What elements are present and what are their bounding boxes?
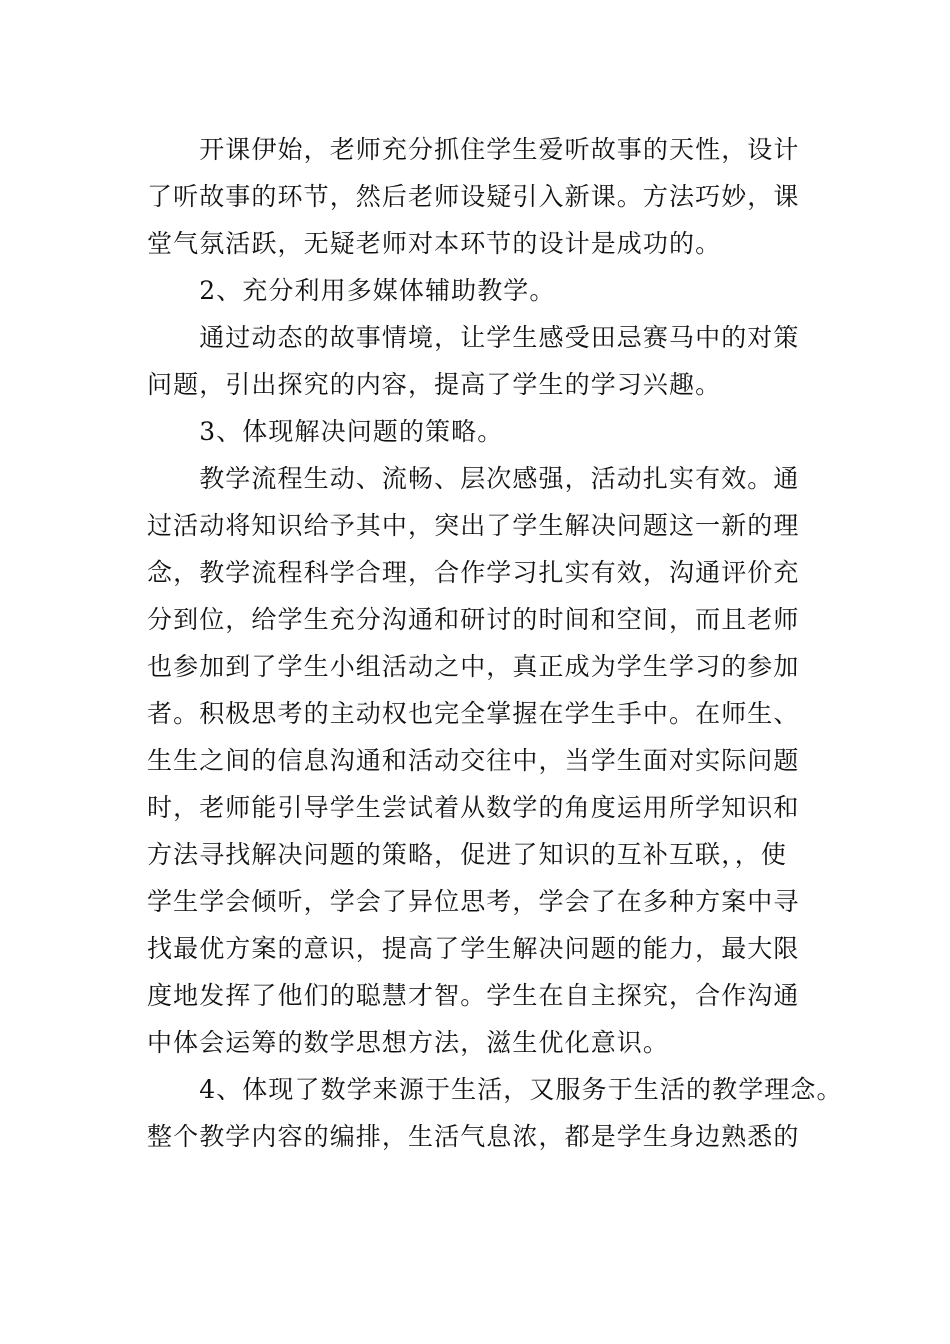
- text-line: 方法寻找解决问题的策略，促进了知识的互补互联，，使: [147, 840, 788, 869]
- text-line: 问题，引出探究的内容，提高了学生的学习兴趣。: [147, 370, 722, 399]
- text-line: 中体会运筹的数学思想方法，滋生优化意识。: [147, 1028, 670, 1057]
- text-line: 度地发挥了他们的聪慧才智。学生在自主探究，合作沟通: [147, 981, 800, 1010]
- text-line: 找最优方案的意识，提高了学生解决问题的能力，最大限: [147, 934, 800, 963]
- text-line: 开课伊始，老师充分抓住学生爱听故事的天性，设计: [147, 135, 800, 164]
- section-heading: 2、充分利用多媒体辅助教学。: [147, 276, 556, 305]
- text-line: 教学流程生动、流畅、层次感强，活动扎实有效。通: [147, 464, 800, 493]
- text-line: 了听故事的环节，然后老师设疑引入新课。方法巧妙，课: [147, 182, 800, 211]
- text-line: 通过动态的故事情境，让学生感受田忌赛马中的对策: [147, 323, 800, 352]
- text-line: 念，教学流程科学合理，合作学习扎实有效，沟通评价充: [147, 558, 800, 587]
- text-line: 整个教学内容的编排，生活气息浓，都是学生身边熟悉的: [147, 1122, 800, 1151]
- text-line: 学生学会倾听，学会了异位思考，学会了在多种方案中寻: [147, 887, 800, 916]
- document-body: [147, 126, 843, 1160]
- text-line: 者。积极思考的主动权也完全掌握在学生手中。在师生、: [147, 699, 800, 728]
- text-line: 生生之间的信息沟通和活动交往中，当学生面对实际问题: [147, 746, 800, 775]
- section-heading: 3、体现解决问题的策略。: [147, 417, 504, 446]
- text-line: 也参加到了学生小组活动之中，真正成为学生学习的参加: [147, 652, 800, 681]
- text-line: 过活动将知识给予其中，突出了学生解决问题这一新的理: [147, 511, 800, 540]
- text-line: 分到位，给学生充分沟通和研讨的时间和空间，而且老师: [147, 605, 800, 634]
- text-line: 堂气氛活跃，无疑老师对本环节的设计是成功的。: [147, 229, 722, 258]
- section-heading: 4、体现了数学来源于生活，又服务于生活的教学理念。: [147, 1075, 843, 1104]
- text-line: 时，老师能引导学生尝试着从数学的角度运用所学知识和: [147, 793, 800, 822]
